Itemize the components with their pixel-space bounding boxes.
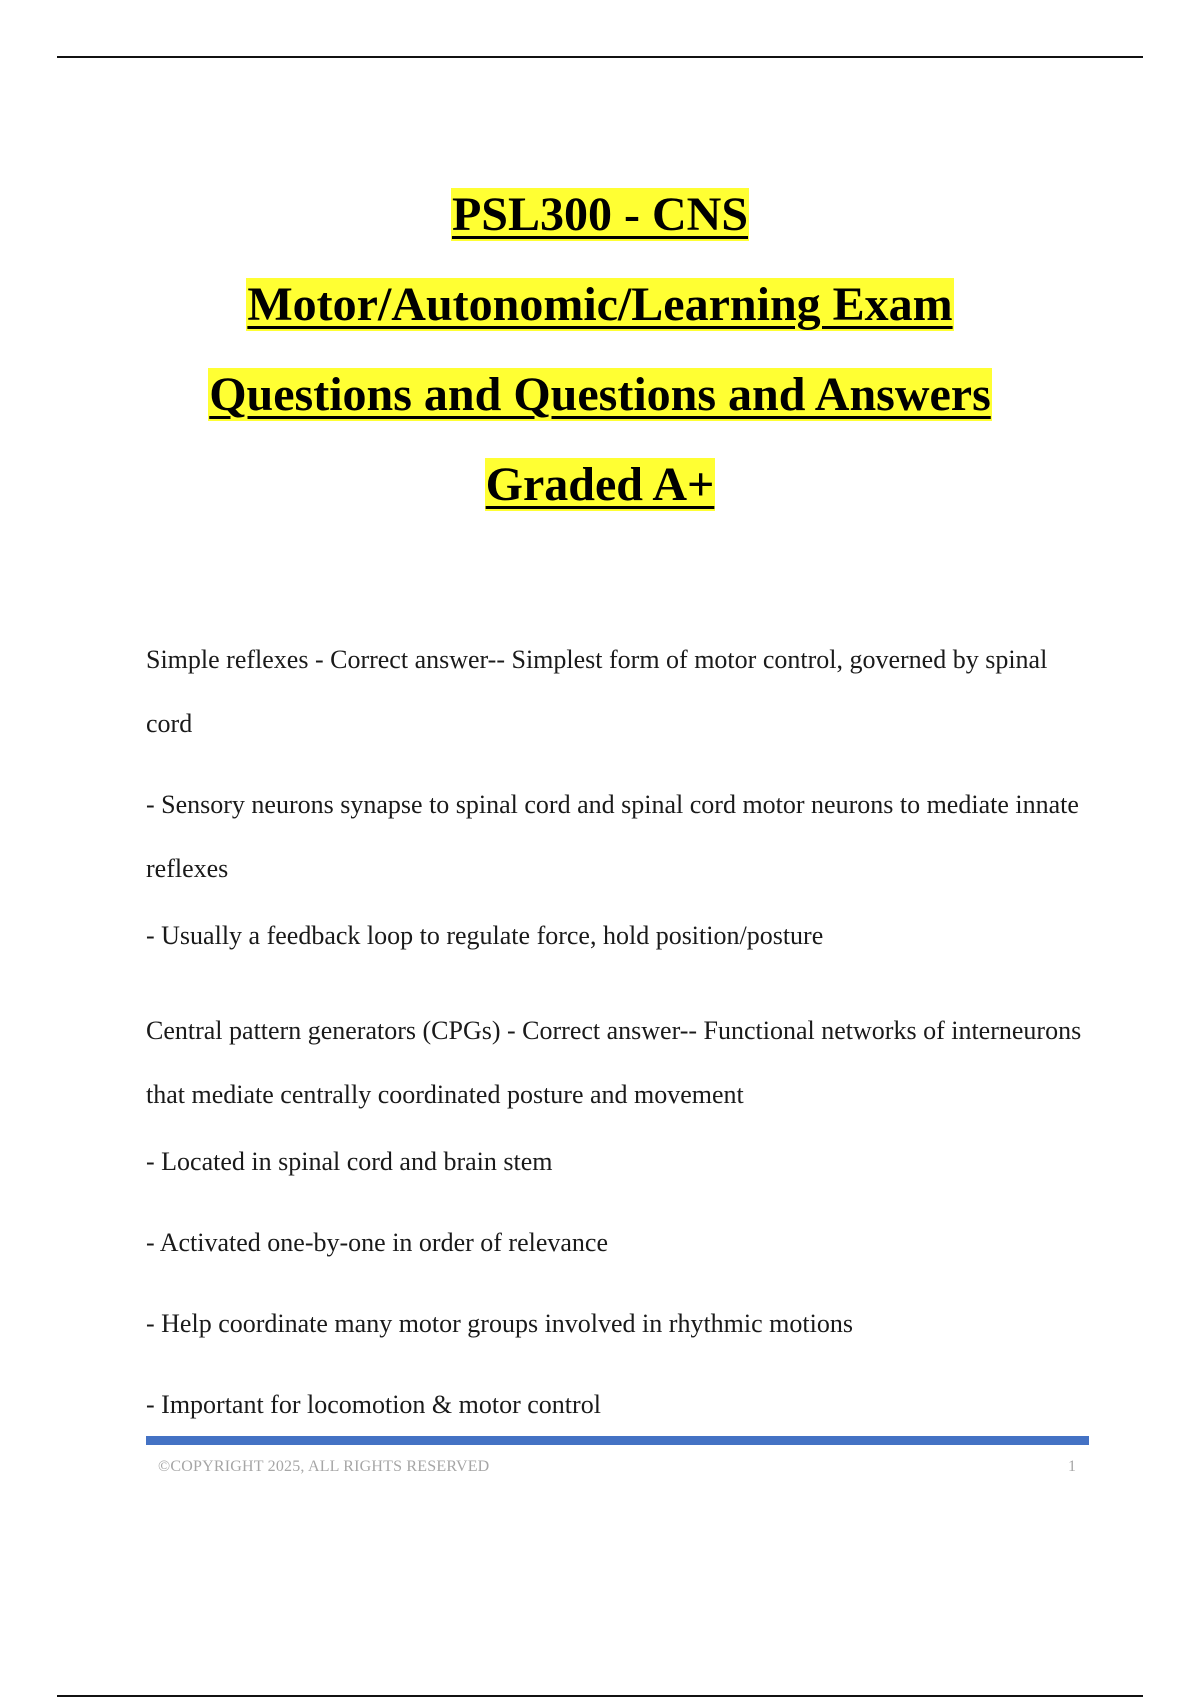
- title-line-2: Motor/Autonomic/Learning Exam: [247, 278, 953, 331]
- paragraph-activated: - Activated one-by-one in order of relevance: [146, 1228, 609, 1257]
- paragraph-simple-reflexes: Simple reflexes - Correct answer-- Simplest form of motor control, governed by spinal cord: [146, 645, 1048, 738]
- top-page-border: [57, 56, 1143, 58]
- document-title: [0, 170, 1200, 530]
- title-line-3: Questions and Questions and Answers: [209, 368, 991, 421]
- footer-page-number: 1: [1068, 1458, 1076, 1475]
- paragraph-central-pattern-generators: Central pattern generators (CPGs) - Correct answer-- Functional networks of interneurons that mediate centrally coordinated posture and movement: [146, 1016, 1082, 1109]
- title-line-1: PSL300 - CNS: [451, 188, 749, 241]
- bottom-page-border: [57, 1695, 1143, 1697]
- title-line-4: Graded A+: [485, 458, 715, 511]
- footer-copyright: ©COPYRIGHT 2025, ALL RIGHTS RESERVED: [158, 1458, 490, 1475]
- paragraph-located: - Located in spinal cord and brain stem: [146, 1147, 553, 1176]
- paragraph-sensory-neurons: - Sensory neurons synapse to spinal cord and spinal cord motor neurons to mediate innate reflexes: [146, 790, 1079, 883]
- paragraph-feedback-loop: - Usually a feedback loop to regulate force, hold position/posture: [146, 921, 824, 950]
- paragraph-coordinate: - Help coordinate many motor groups involved in rhythmic motions: [146, 1309, 853, 1338]
- document-body: [146, 628, 1096, 1468]
- footer-divider-bar: [146, 1436, 1089, 1445]
- paragraph-locomotion: - Important for locomotion & motor control: [146, 1390, 601, 1419]
